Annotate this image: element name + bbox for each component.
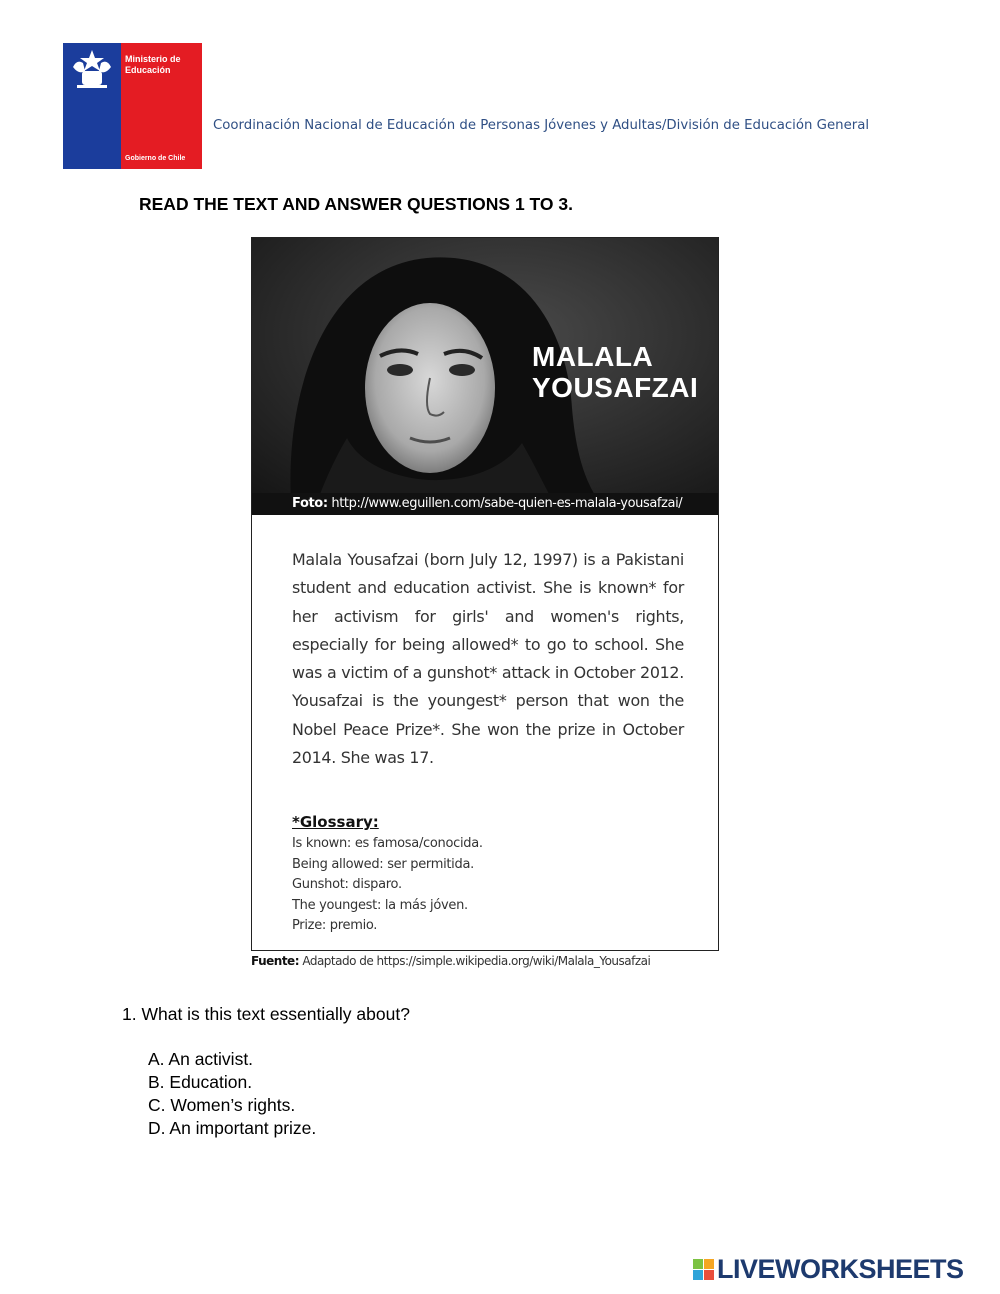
photo-credit xyxy=(292,496,682,511)
photo-credit-url: http://www.eguillen.com/sabe-quien-es-malala-yousafzai/ xyxy=(331,496,683,511)
glossary-item: Is known: es famosa/conocida. xyxy=(292,836,483,851)
glossary-title: *Glossary: xyxy=(292,813,379,831)
biography-text: Malala Yousafzai (born July 12, 1997) is a Pakistani student and education activist. She is known* for her activism for girls' and women's rights, especially for being allowed* to go to school. She was a victim of a gunshot* attack in October 2012. Yousafzai is the youngest* person that won the Nobel Peace Prize*. She won the prize in October 2014. She was 17. xyxy=(292,550,684,768)
brand-wordmark: LIVEWORKSHEETS xyxy=(717,1254,964,1284)
glossary-item: Prize: premio. xyxy=(292,918,378,933)
brand-tile xyxy=(704,1270,714,1280)
ministry-logo xyxy=(63,43,202,169)
glossary-item: The youngest: la más jóven. xyxy=(292,897,468,913)
glossary-item: Gunshot: disparo. xyxy=(292,877,402,892)
answer-options xyxy=(148,1048,316,1140)
brand-tile xyxy=(704,1259,714,1269)
brand-tiles-icon xyxy=(693,1259,715,1281)
glossary-item: Being allowed: ser permitida. xyxy=(292,856,474,872)
source-text: Adaptado de https://simple.wikipedia.org/wiki/Malala_Yousafzai xyxy=(302,954,651,968)
coordination-header: Coordinación Nacional de Educación de Personas Jóvenes y Adultas/División de Educación General xyxy=(213,118,870,133)
name-line-1: MALALA xyxy=(532,341,654,372)
question-1: 1. What is this text essentially about? xyxy=(122,1004,410,1024)
answer-option-a[interactable]: A. An activist. xyxy=(148,1049,254,1069)
source-citation xyxy=(251,954,650,968)
answer-option-d[interactable]: D. An important prize. xyxy=(148,1118,317,1138)
answer-option-c[interactable]: C. Women’s rights. xyxy=(148,1095,296,1115)
brand-tile xyxy=(693,1259,703,1269)
article-card xyxy=(251,237,719,951)
source-label: Fuente: xyxy=(251,954,299,968)
instructions-heading: READ THE TEXT AND ANSWER QUESTIONS 1 TO 3. xyxy=(139,194,573,214)
liveworksheets-logo xyxy=(693,1254,988,1284)
brand-tile xyxy=(693,1270,703,1280)
logo-ministry-text: Ministerio de Educación xyxy=(125,54,181,75)
answer-option-b[interactable]: B. Education. xyxy=(148,1072,253,1092)
portrait-name-heading xyxy=(532,341,698,403)
portrait-photo xyxy=(252,238,718,515)
name-line-2: YOUSAFZAI xyxy=(532,372,699,403)
photo-credit-label: Foto: xyxy=(292,496,328,511)
logo-government-text: Gobierno de Chile xyxy=(125,155,186,162)
coat-of-arms-icon xyxy=(67,47,117,91)
glossary-list xyxy=(292,834,483,937)
logo-blue-block xyxy=(63,43,121,169)
